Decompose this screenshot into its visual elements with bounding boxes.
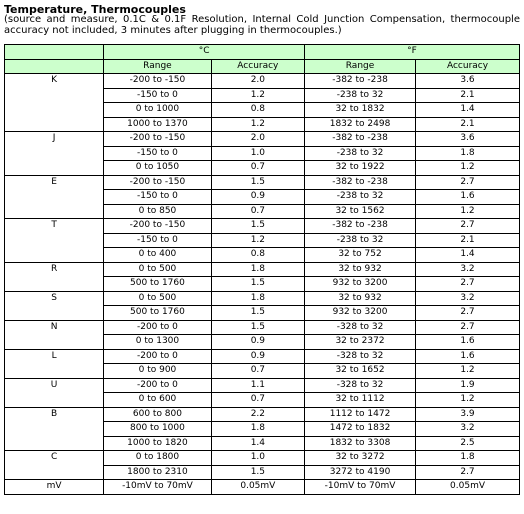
range-f-cell: -238 to 32 [305, 190, 416, 205]
range-c-cell: -200 to -150 [104, 219, 211, 234]
accuracy-c-cell: 1.5 [211, 465, 304, 480]
accuracy-c-cell: 0.8 [211, 248, 304, 263]
accuracy-c-cell: 1.5 [211, 277, 304, 292]
table-row [5, 407, 520, 422]
range-c-cell: 600 to 800 [104, 407, 211, 422]
accuracy-f-cell: 2.7 [416, 465, 520, 480]
thermocouple-type-cell: T [5, 219, 104, 263]
accuracy-c-cell: 1.8 [211, 422, 304, 437]
range-c-cell: 500 to 1760 [104, 306, 211, 321]
range-c-cell: -200 to -150 [104, 132, 211, 147]
thermocouple-type-cell: U [5, 378, 104, 407]
range-c-cell: -200 to -150 [104, 175, 211, 190]
column-header-row [5, 59, 520, 74]
thermocouple-type-cell: L [5, 349, 104, 378]
accuracy-c-cell: 1.0 [211, 146, 304, 161]
accuracy-f-cell: 2.1 [416, 117, 520, 132]
range-f-cell: -10mV to 70mV [305, 480, 416, 495]
range-c-cell: -150 to 0 [104, 233, 211, 248]
accuracy-c-cell: 2.0 [211, 132, 304, 147]
range-f-cell: -382 to -238 [305, 132, 416, 147]
table-row [5, 74, 520, 89]
accuracy-f-cell: 1.2 [416, 204, 520, 219]
range-c-cell: 0 to 500 [104, 262, 211, 277]
thermocouple-type-cell: K [5, 74, 104, 132]
table-row [5, 349, 520, 364]
accuracy-c-cell: 0.7 [211, 161, 304, 176]
range-f-cell: -238 to 32 [305, 233, 416, 248]
accuracy-c-cell: 0.9 [211, 335, 304, 350]
accuracy-c-cell: 1.5 [211, 219, 304, 234]
spec-table-body [5, 74, 520, 495]
range-f-cell: -382 to -238 [305, 219, 416, 234]
range-c-cell: 0 to 600 [104, 393, 211, 408]
accuracy-f-cell: 1.8 [416, 146, 520, 161]
accuracy-f-cell: 3.6 [416, 132, 520, 147]
range-f-cell: 32 to 1562 [305, 204, 416, 219]
range-f-cell: 3272 to 4190 [305, 465, 416, 480]
accuracy-c-cell: 0.05mV [211, 480, 304, 495]
accuracy-f-cell: 1.6 [416, 335, 520, 350]
range-f-cell: 1832 to 3308 [305, 436, 416, 451]
accuracy-f-cell: 2.1 [416, 88, 520, 103]
accuracy-c-cell: 1.5 [211, 306, 304, 321]
range-f-cell: 32 to 1832 [305, 103, 416, 118]
accuracy-f-cell: 1.4 [416, 248, 520, 263]
range-f-cell: 32 to 1652 [305, 364, 416, 379]
accuracy-c-cell: 0.9 [211, 349, 304, 364]
range-c-cell: -150 to 0 [104, 190, 211, 205]
table-row [5, 219, 520, 234]
range-c-cell: 1800 to 2310 [104, 465, 211, 480]
range-c-cell: 800 to 1000 [104, 422, 211, 437]
header-range-c: Range [104, 59, 211, 74]
range-f-cell: 32 to 1112 [305, 393, 416, 408]
range-f-cell: -238 to 32 [305, 88, 416, 103]
accuracy-f-cell: 2.7 [416, 277, 520, 292]
range-f-cell: 32 to 932 [305, 262, 416, 277]
accuracy-f-cell: 1.2 [416, 161, 520, 176]
accuracy-c-cell: 1.4 [211, 436, 304, 451]
accuracy-f-cell: 2.7 [416, 175, 520, 190]
accuracy-f-cell: 3.6 [416, 74, 520, 89]
range-f-cell: 1472 to 1832 [305, 422, 416, 437]
unit-header-row [5, 45, 520, 60]
thermocouple-type-cell: C [5, 451, 104, 480]
accuracy-f-cell: 0.05mV [416, 480, 520, 495]
accuracy-c-cell: 2.2 [211, 407, 304, 422]
thermocouple-type-cell: R [5, 262, 104, 291]
range-f-cell: -238 to 32 [305, 146, 416, 161]
accuracy-f-cell: 1.8 [416, 451, 520, 466]
accuracy-c-cell: 1.2 [211, 117, 304, 132]
range-c-cell: 0 to 1300 [104, 335, 211, 350]
table-row [5, 132, 520, 147]
header-blank [5, 45, 104, 60]
accuracy-f-cell: 1.2 [416, 364, 520, 379]
accuracy-f-cell: 1.4 [416, 103, 520, 118]
range-c-cell: 0 to 500 [104, 291, 211, 306]
range-c-cell: -150 to 0 [104, 146, 211, 161]
range-c-cell: 0 to 900 [104, 364, 211, 379]
table-row [5, 451, 520, 466]
accuracy-c-cell: 1.8 [211, 262, 304, 277]
thermocouple-type-cell: B [5, 407, 104, 451]
header-blank-2 [5, 59, 104, 74]
thermocouple-type-cell: S [5, 291, 104, 320]
thermocouple-spec-table [4, 44, 520, 495]
range-c-cell: -10mV to 70mV [104, 480, 211, 495]
accuracy-c-cell: 1.0 [211, 451, 304, 466]
accuracy-f-cell: 2.7 [416, 219, 520, 234]
accuracy-c-cell: 1.5 [211, 320, 304, 335]
range-f-cell: 32 to 932 [305, 291, 416, 306]
page-title: Temperature, Thermocouples [4, 3, 186, 16]
thermocouple-type-cell: mV [5, 480, 104, 495]
accuracy-c-cell: 2.0 [211, 74, 304, 89]
range-f-cell: 32 to 2372 [305, 335, 416, 350]
table-row [5, 175, 520, 190]
header-accuracy-f: Accuracy [416, 59, 520, 74]
range-c-cell: 0 to 1000 [104, 103, 211, 118]
range-c-cell: 0 to 1800 [104, 451, 211, 466]
range-f-cell: -328 to 32 [305, 320, 416, 335]
accuracy-c-cell: 1.2 [211, 88, 304, 103]
range-f-cell: 1832 to 2498 [305, 117, 416, 132]
accuracy-c-cell: 1.2 [211, 233, 304, 248]
range-c-cell: 0 to 850 [104, 204, 211, 219]
thermocouple-type-cell: N [5, 320, 104, 349]
table-row [5, 480, 520, 495]
accuracy-c-cell: 0.9 [211, 190, 304, 205]
range-f-cell: -382 to -238 [305, 175, 416, 190]
accuracy-f-cell: 3.2 [416, 262, 520, 277]
thermocouple-type-cell: E [5, 175, 104, 219]
table-row [5, 378, 520, 393]
accuracy-f-cell: 1.6 [416, 349, 520, 364]
table-row [5, 320, 520, 335]
accuracy-f-cell: 3.9 [416, 407, 520, 422]
range-f-cell: -328 to 32 [305, 349, 416, 364]
accuracy-f-cell: 3.2 [416, 422, 520, 437]
range-c-cell: -200 to 0 [104, 320, 211, 335]
range-f-cell: 32 to 1922 [305, 161, 416, 176]
range-c-cell: 1000 to 1820 [104, 436, 211, 451]
range-f-cell: 932 to 3200 [305, 277, 416, 292]
accuracy-c-cell: 1.5 [211, 175, 304, 190]
range-c-cell: -200 to -150 [104, 74, 211, 89]
range-c-cell: 500 to 1760 [104, 277, 211, 292]
range-c-cell: -200 to 0 [104, 349, 211, 364]
accuracy-f-cell: 3.2 [416, 291, 520, 306]
range-f-cell: 1112 to 1472 [305, 407, 416, 422]
header-accuracy-c: Accuracy [211, 59, 304, 74]
range-f-cell: 32 to 752 [305, 248, 416, 263]
table-row [5, 262, 520, 277]
range-c-cell: 0 to 400 [104, 248, 211, 263]
range-c-cell: -200 to 0 [104, 378, 211, 393]
range-f-cell: -328 to 32 [305, 378, 416, 393]
range-c-cell: 0 to 1050 [104, 161, 211, 176]
accuracy-f-cell: 1.9 [416, 378, 520, 393]
header-range-f: Range [305, 59, 416, 74]
accuracy-f-cell: 2.1 [416, 233, 520, 248]
accuracy-c-cell: 1.1 [211, 378, 304, 393]
range-f-cell: 932 to 3200 [305, 306, 416, 321]
accuracy-f-cell: 2.5 [416, 436, 520, 451]
header-celsius: °C [104, 45, 305, 60]
header-fahrenheit: °F [305, 45, 520, 60]
range-f-cell: -382 to -238 [305, 74, 416, 89]
accuracy-c-cell: 1.8 [211, 291, 304, 306]
thermocouple-type-cell: J [5, 132, 104, 176]
accuracy-f-cell: 2.7 [416, 306, 520, 321]
spec-note: (source and measure, 0.1C & 0.1F Resolution, Internal Cold Junction Compensation, thermocouple accuracy not included, 3 minutes after plugging in thermocouples.) [4, 14, 520, 36]
range-f-cell: 32 to 3272 [305, 451, 416, 466]
accuracy-f-cell: 1.2 [416, 393, 520, 408]
range-c-cell: 1000 to 1370 [104, 117, 211, 132]
accuracy-c-cell: 0.7 [211, 364, 304, 379]
accuracy-c-cell: 0.7 [211, 393, 304, 408]
range-c-cell: -150 to 0 [104, 88, 211, 103]
accuracy-f-cell: 1.6 [416, 190, 520, 205]
accuracy-c-cell: 0.7 [211, 204, 304, 219]
accuracy-f-cell: 2.7 [416, 320, 520, 335]
table-row [5, 291, 520, 306]
accuracy-c-cell: 0.8 [211, 103, 304, 118]
